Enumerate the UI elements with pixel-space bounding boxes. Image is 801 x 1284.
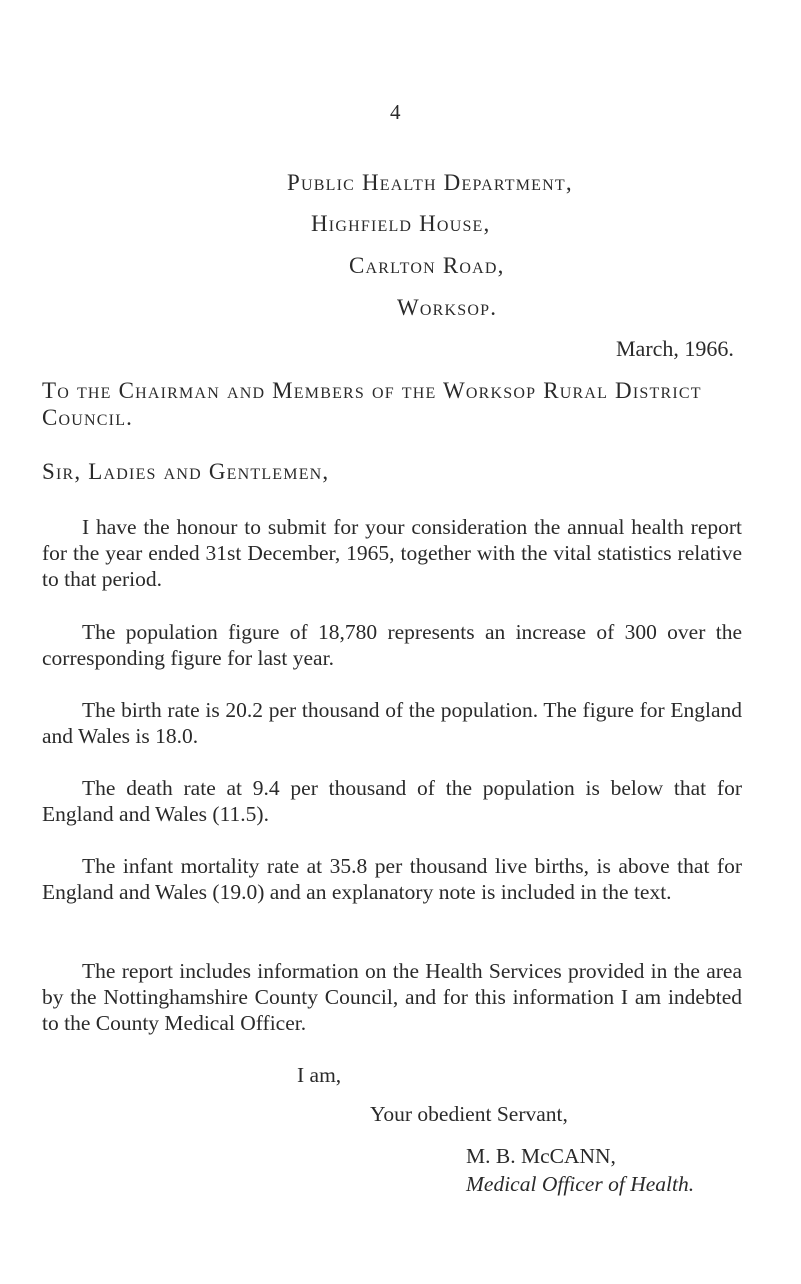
closing-servant: Your obedient Servant, [370, 1102, 568, 1126]
address-line-2: Highfield House, [311, 211, 491, 236]
signatory-title: Medical Officer of Health. [466, 1172, 695, 1196]
salutation: Sir, Ladies and Gentlemen, [42, 459, 330, 484]
closing-i-am: I am, [297, 1063, 342, 1087]
paragraph-health-services: The report includes information on the Health Services provided in the area by the Nottinghamshire County Council, and for this information I am indebted to the County Medical Officer. [42, 959, 742, 1035]
paragraph-infant-mortality: The infant mortality rate at 35.8 per thousand live births, is above that for England and Wales (19.0) and an explanatory note is included in the text. [42, 854, 742, 904]
signatory-name: M. B. McCANN, [466, 1144, 616, 1168]
paragraph-death-rate: The death rate at 9.4 per thousand of the population is below that for England and Wales (11.5). [42, 776, 742, 826]
address-line-3: Carlton Road, [349, 253, 505, 278]
paragraph-population: The population figure of 18,780 represents an increase of 300 over the corresponding figure for last year. [42, 620, 742, 670]
addressee-line-1: To the Chairman and Members of the Worksop Rural District [42, 378, 702, 403]
letter-date: March, 1966. [616, 336, 734, 361]
address-line-1: Public Health Department, [287, 170, 573, 195]
address-line-4: Worksop. [397, 295, 498, 320]
addressee-line-2: Council. [42, 405, 134, 430]
paragraph-birth-rate: The birth rate is 20.2 per thousand of the population. The figure for England and Wales is 18.0. [42, 698, 742, 748]
page-number: 4 [390, 100, 401, 124]
paragraph-report-submission: I have the honour to submit for your consideration the annual health report for the year ended 31st December, 1965, together with the vital statistics relative to that period. [42, 515, 742, 591]
